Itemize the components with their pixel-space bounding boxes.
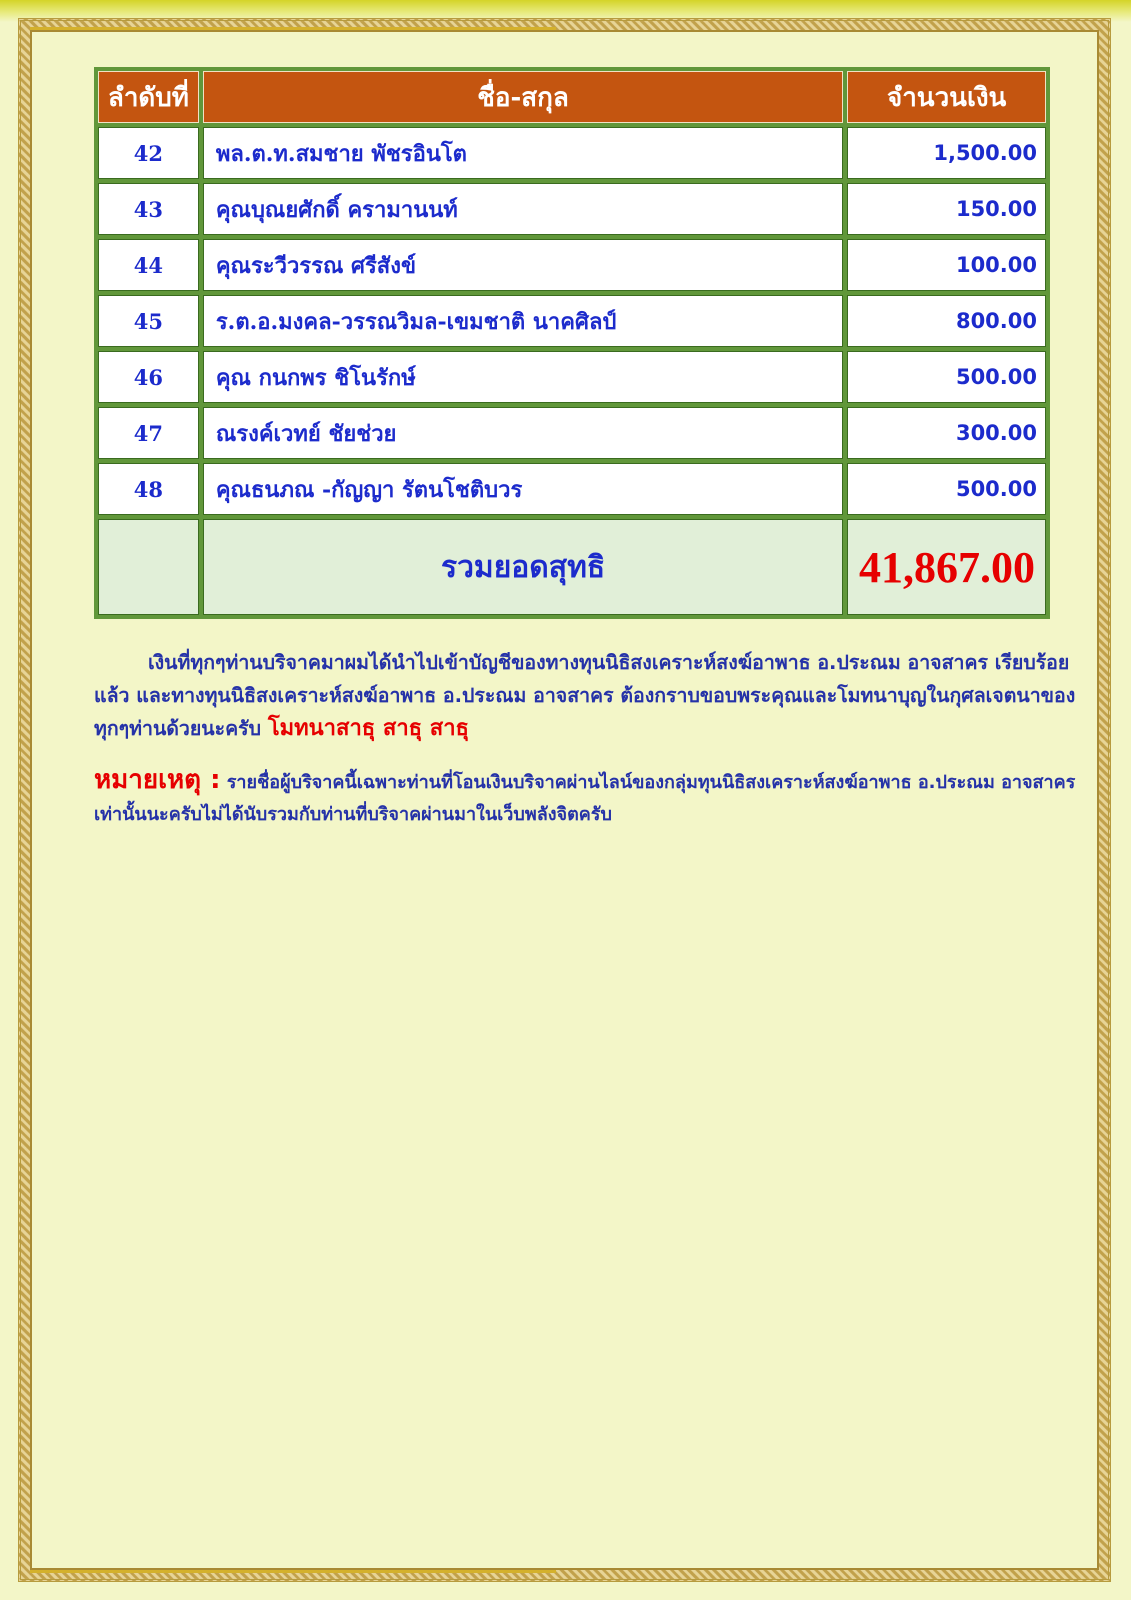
row-amount: 500.00 (847, 351, 1046, 403)
row-number: 42 (98, 127, 199, 179)
frame-accent-bottom (30, 1570, 556, 1573)
table-row (98, 407, 1046, 459)
header-amount: จำนวนเงิน (847, 71, 1046, 123)
total-label: รวมยอดสุทธิ (203, 519, 843, 615)
row-amount: 1,500.00 (847, 127, 1046, 179)
row-number: 46 (98, 351, 199, 403)
remark-label: หมายเหตุ : (94, 765, 221, 795)
row-amount: 100.00 (847, 239, 1046, 291)
header-number: ลำดับที่ (98, 71, 199, 123)
table-row (98, 463, 1046, 515)
header-name: ชื่อ-สกุล (203, 71, 843, 123)
table-header-row (98, 71, 1046, 123)
table-row (98, 239, 1046, 291)
thank-you-text: เงินที่ทุกๆท่านบริจาคมาผมได้นำไปเข้าบัญชีของทางทุนนิธิสงเคราะห์สงฆ์อาพาธ อ.ประณม อาจสาคร เรียบร้อยแล้ว และทางทุนนิธิสงเคราะห์สงฆ์อาพาธ อ.ประณม อาจสาคร ต้องกราบขอบพระคุณและโมทนาบุญในกุศลเจตนาของทุกๆท่านด้วยนะครับ (94, 651, 1076, 740)
row-amount: 500.00 (847, 463, 1046, 515)
row-amount: 800.00 (847, 295, 1046, 347)
row-donor-name: ร.ต.อ.มงคล-วรรณวิมล-เขมชาติ นาคศิลป์ (203, 295, 843, 347)
total-amount: 41,867.00 (847, 519, 1046, 615)
row-donor-name: พล.ต.ท.สมชาย พัชรอินโต (203, 127, 843, 179)
row-number: 47 (98, 407, 199, 459)
table-row (98, 351, 1046, 403)
row-number: 43 (98, 183, 199, 235)
donation-table (94, 67, 1050, 619)
remark-text: รายชื่อผู้บริจาคนี้เฉพาะท่านที่โอนเงินบริจาคผ่านไลน์ของกลุ่มทุนนิธิสงเคราะห์สงฆ์อาพาธ อ.ประณม อาจสาคร เท่านั้นนะครับไม่ได้นับรวมกับท่านที่บริจาคผ่านมาในเว็บพลังจิตครับ (94, 772, 1076, 825)
thank-you-message (94, 646, 1076, 745)
total-row (98, 519, 1046, 615)
row-donor-name: คุณบุณยศักดิ์ ครามานนท์ (203, 183, 843, 235)
anumodana-text: โมทนาสาธุ สาธุ สาธุ (267, 716, 469, 741)
row-donor-name: คุณธนภณ -กัญญา รัตนโชติบวร (203, 463, 843, 515)
row-donor-name: ณรงค์เวทย์ ชัยช่วย (203, 407, 843, 459)
total-empty-cell (98, 519, 199, 615)
table-row (98, 127, 1046, 179)
table-row (98, 295, 1046, 347)
row-donor-name: คุณ กนกพร ชิโนรักษ์ (203, 351, 843, 403)
row-number: 45 (98, 295, 199, 347)
table-row (98, 183, 1046, 235)
row-number: 48 (98, 463, 199, 515)
remark-note (94, 764, 1076, 831)
row-donor-name: คุณระวีวรรณ ศรีสังข์ (203, 239, 843, 291)
row-amount: 300.00 (847, 407, 1046, 459)
row-amount: 150.00 (847, 183, 1046, 235)
row-number: 44 (98, 239, 199, 291)
frame-accent-top (30, 27, 556, 30)
